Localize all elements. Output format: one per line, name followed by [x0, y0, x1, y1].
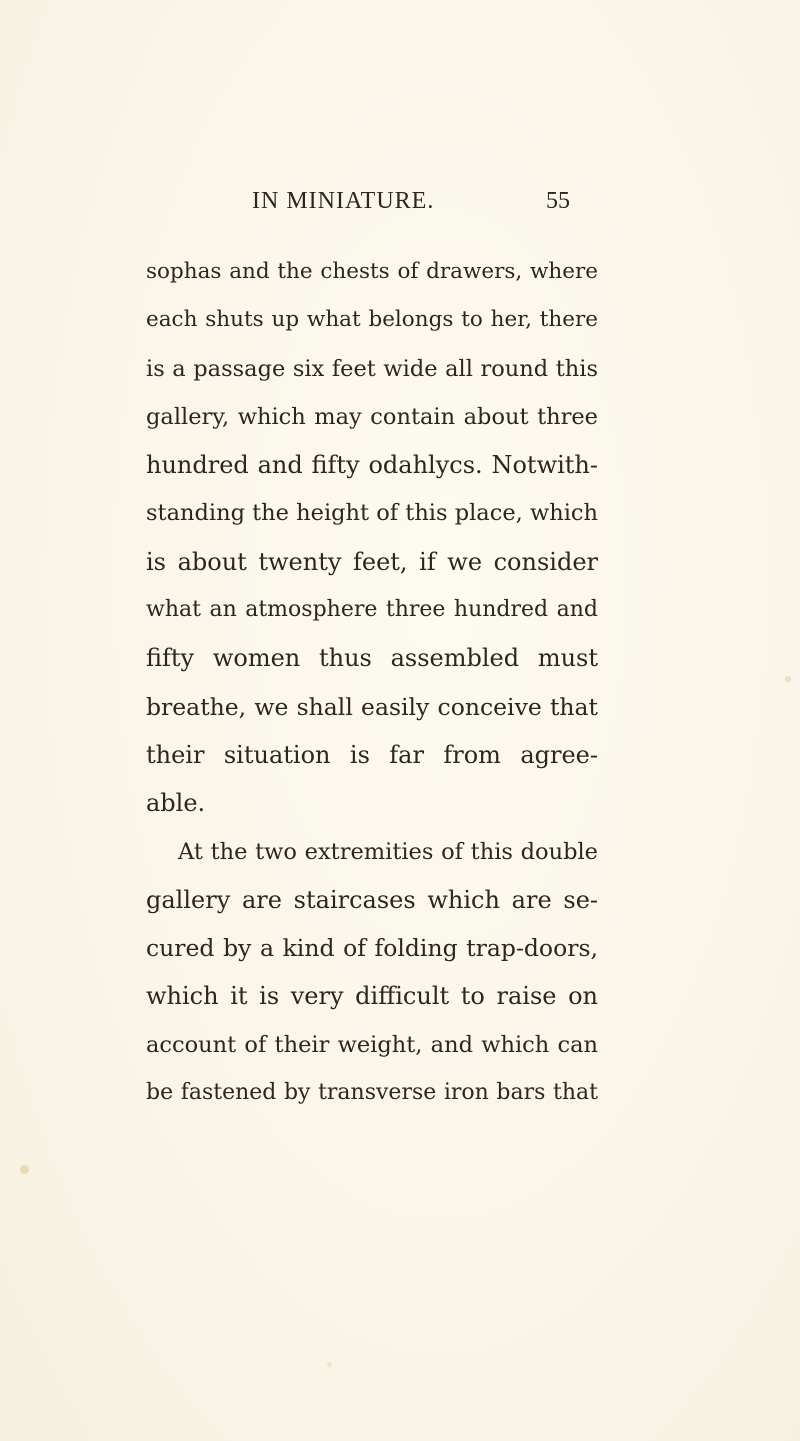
paper-speck [20, 1165, 29, 1174]
text-line: breathe, we shall easily conceive that [146, 692, 598, 721]
text-line: gallery, which may contain about three [146, 403, 598, 430]
text-line: be fastened by transverse iron bars that [146, 1080, 598, 1106]
text-line: sophas and the chests of drawers, where [146, 259, 598, 284]
page-number: 55 [546, 188, 570, 214]
text-line: which it is very difficult to raise on [146, 982, 598, 1011]
text-line: is about twenty feet, if we consider [146, 547, 598, 576]
text-line: fifty women thus assembled must [146, 644, 598, 673]
running-title: IN MINIATURE. [252, 188, 435, 214]
text-line: what an atmosphere three hundred and [146, 597, 598, 623]
paper-speck [327, 1362, 332, 1367]
text-line: gallery are staircases which are se- [146, 885, 598, 914]
text-line: able. [146, 789, 206, 818]
text-line: account of their weight, and which can [146, 1031, 598, 1058]
text-line: their situation is far from agree- [146, 740, 598, 769]
text-line: is a passage six feet wide all round this [146, 355, 598, 382]
text-line: each shuts up what belongs to her, there [146, 307, 598, 333]
body-text [146, 248, 598, 1117]
text-line: cured by a kind of folding trap-doors, [146, 934, 598, 963]
text-line: At the two extremities of this double [178, 838, 598, 865]
running-head [252, 188, 570, 228]
paper-speck [785, 676, 791, 682]
text-line: hundred and fifty odahlycs. Notwith- [146, 451, 598, 480]
text-line: standing the height of this place, which [146, 500, 598, 527]
